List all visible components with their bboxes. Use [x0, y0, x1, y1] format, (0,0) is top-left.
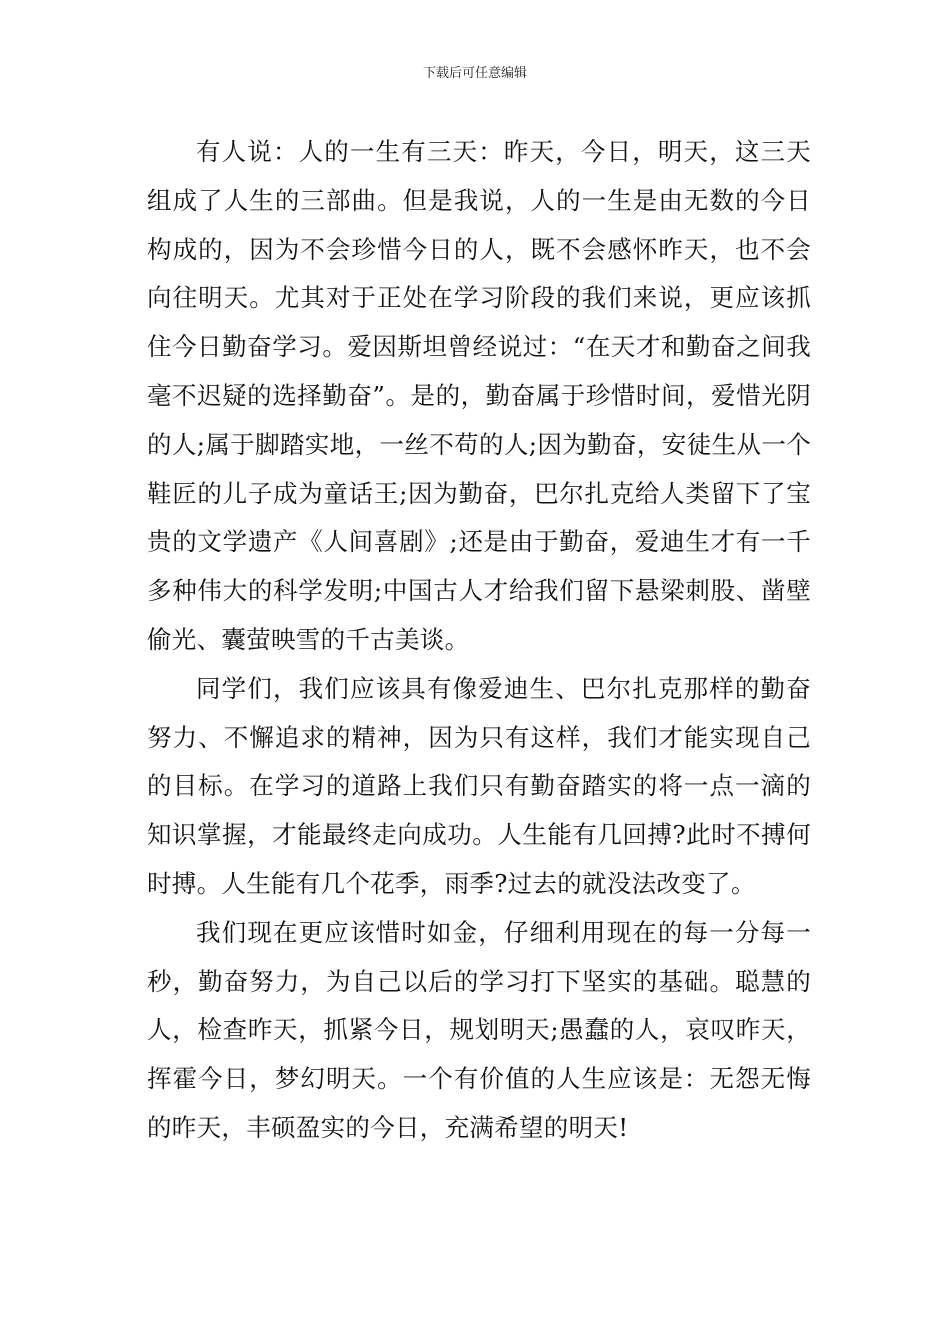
paragraph-3: 我们现在更应该惜时如金，仔细利用现在的每一分每一秒，勤奋努力，为自己以后的学习打下坚实的基础。聪慧的人，检查昨天，抓紧今日，规划明天;愚蠢的人，哀叹昨天，挥霍今日，梦幻明天。一个有价值的人生应该是：无怨无悔的昨天，丰硕盈实的今日，充满希望的明天! — [147, 917, 811, 1142]
paragraph-1: 有人说：人的一生有三天：昨天，今日，明天，这三天组成了人生的三部曲。但是我说，人的一生是由无数的今日构成的，因为不会珍惜今日的人，既不会感怀昨天，也不会向往明天。尤其对于正处在学习阶段的我们来说，更应该抓住今日勤奋学习。爱因斯坦曾经说过：“在天才和勤奋之间我毫不迟疑的选择勤奋”。是的，勤奋属于珍惜时间，爱惜光阴的人;属于脚踏实地，一丝不苟的人;因为勤奋，安徒生从一个鞋匠的儿子成为童话王;因为勤奋，巴尔扎克给人类留下了宝贵的文学遗产《人间喜剧》;还是由于勤奋，爱迪生才有一千多种伟大的科学发明;中国古人才给我们留下悬梁刺股、凿壁偷光、囊萤映雪的千古美谈。 — [147, 137, 811, 654]
page-header: 下载后可任意编辑 — [422, 66, 527, 81]
paragraph-2: 同学们，我们应该具有像爱迪生、巴尔扎克那样的勤奋努力、不懈追求的精神，因为只有这样，我们才能实现自己的目标。在学习的道路上我们只有勤奋踏实的将一点一滴的知识掌握，才能最终走向成功。人生能有几回搏?此时不搏何时搏。人生能有几个花季，雨季?过去的就没法改变了。 — [147, 673, 811, 898]
document-body — [147, 128, 811, 1153]
